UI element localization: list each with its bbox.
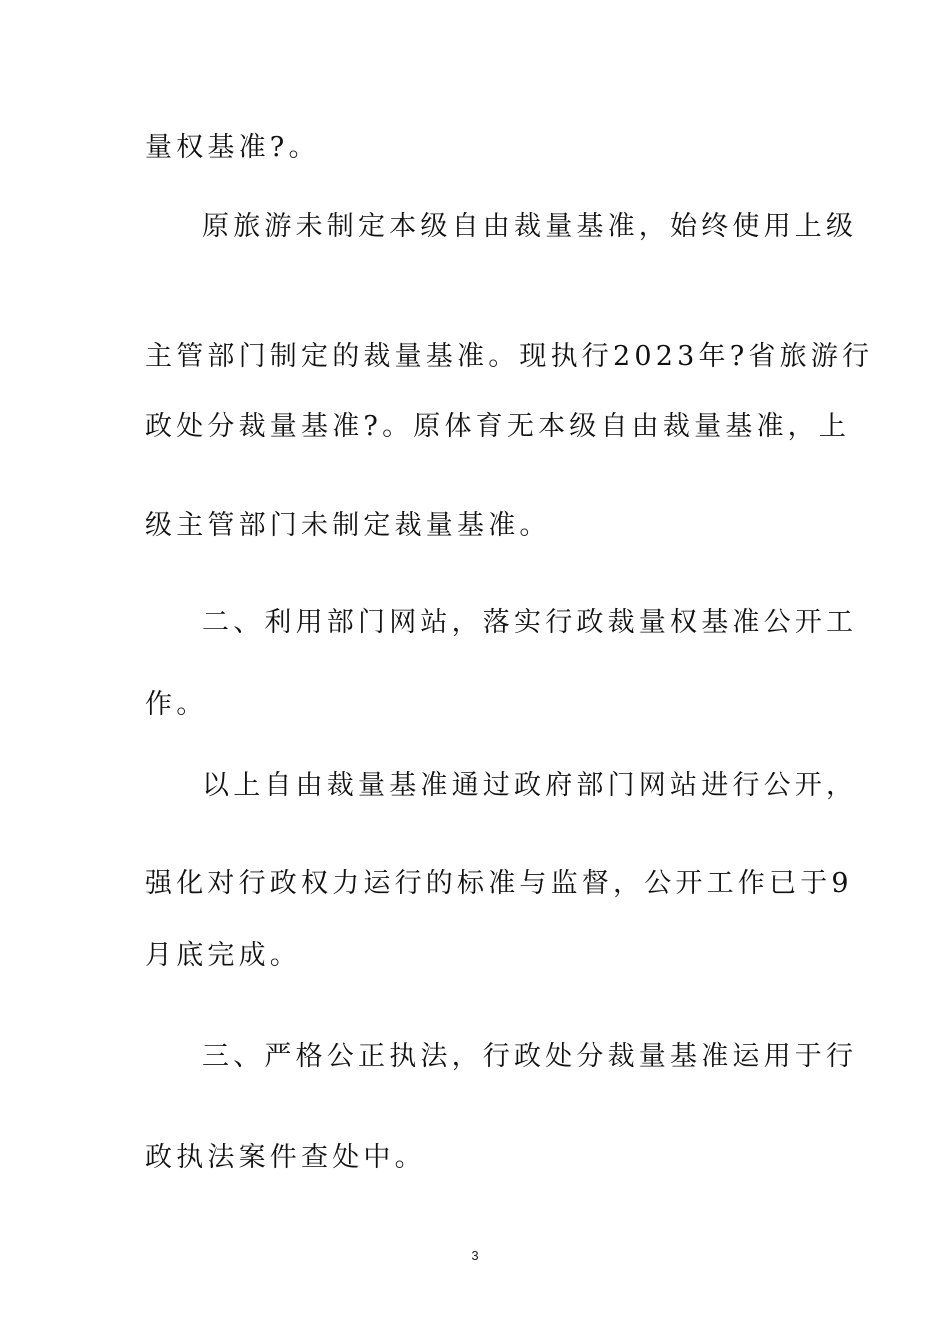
text-line: 量权基准?。 bbox=[145, 132, 320, 163]
page-number: 3 bbox=[471, 1248, 479, 1263]
text-line: 政处分裁量基准?。原体育无本级自由裁量基准，上 bbox=[145, 411, 851, 442]
section-heading: 二、利用部门网站，落实行政裁量权基准公开工 bbox=[202, 607, 858, 638]
text-line: 原旅游未制定本级自由裁量基准，始终使用上级 bbox=[202, 211, 858, 242]
text-line: 作。 bbox=[145, 689, 208, 720]
section-heading: 三、严格公正执法，行政处分裁量基准运用于行 bbox=[202, 1041, 858, 1072]
text-line: 级主管部门未制定裁量基准。 bbox=[145, 510, 551, 541]
text-line: 政执法案件查处中。 bbox=[145, 1142, 426, 1173]
text-line: 月底完成。 bbox=[145, 940, 301, 971]
text-line: 主管部门制定的裁量基准。现执行2023年?省旅游行 bbox=[145, 341, 874, 372]
text-line: 以上自由裁量基准通过政府部门网站进行公开， bbox=[202, 770, 858, 801]
text-line: 强化对行政权力运行的标准与监督，公开工作已于9 bbox=[145, 868, 853, 899]
